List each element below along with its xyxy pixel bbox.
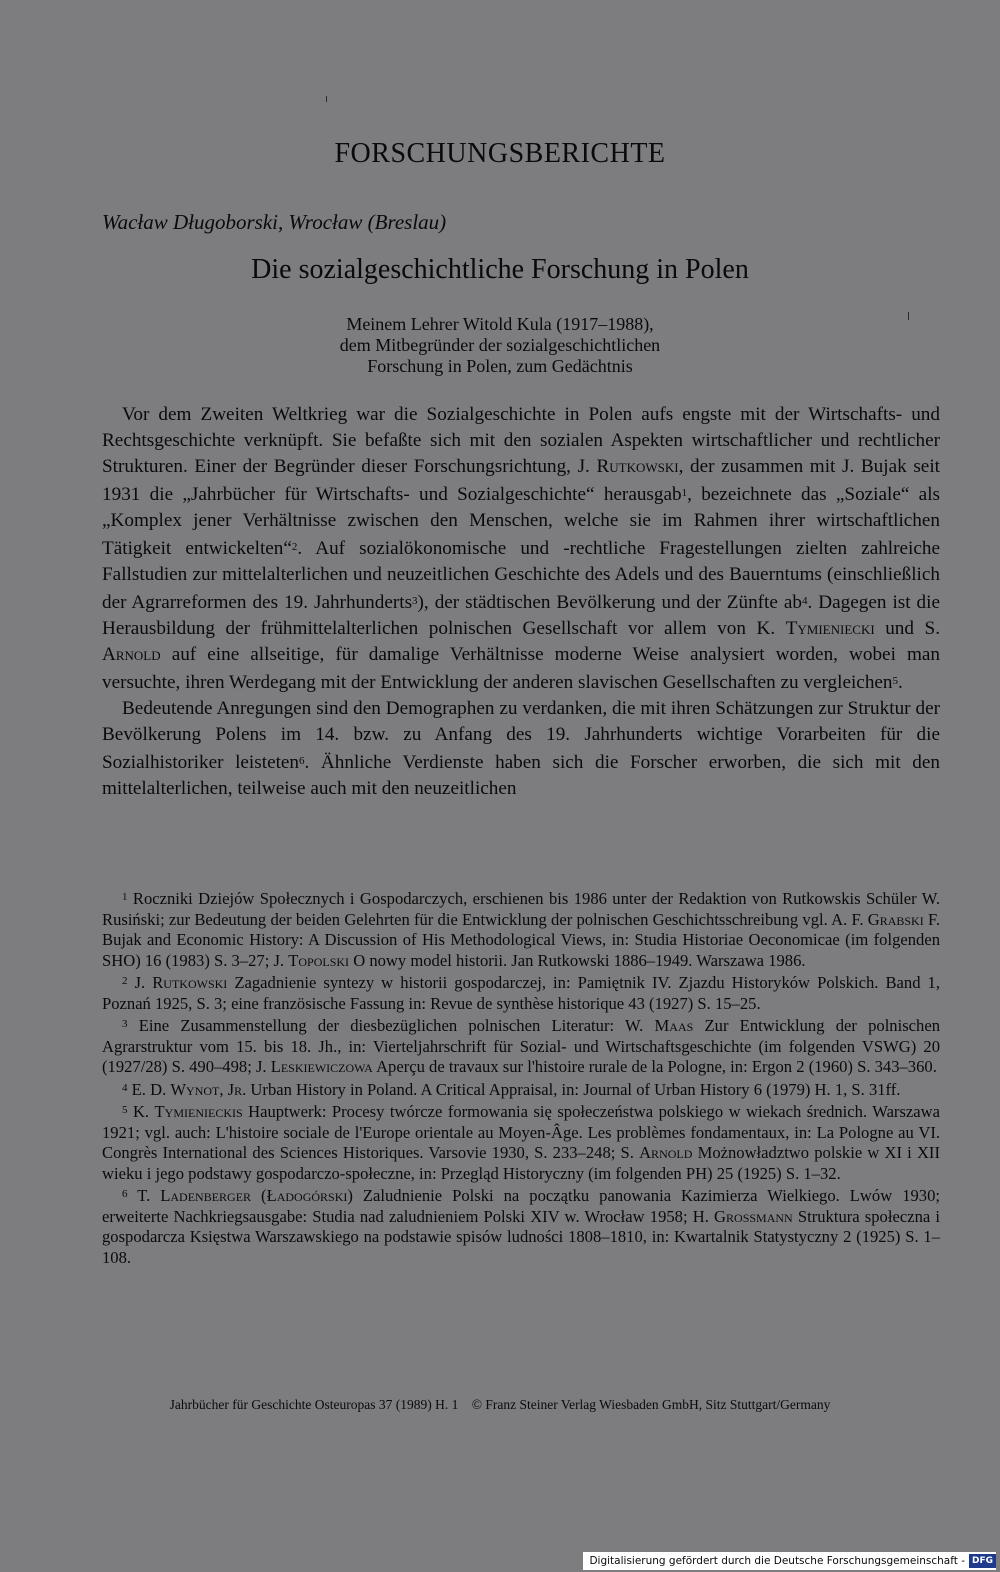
dfg-credit-banner <box>583 1552 996 1570</box>
text-run: Hauptwerk: Procesy twórcze formowania się społeczeństwa polskiego w wiekach średnich. Warszawa 1921; vgl. auch: L'histoire sociale de l'Europe orientale au Moyen-Âge. Les problèmes fondamentaux, in: La Pologne au VI. Congrès International des Sciences Historiques. Varsovie 1930, S. 233–248; S. <box>102 1102 940 1162</box>
author-name: Rutkowski <box>596 456 679 477</box>
text-run: Urban History in Poland. A Critical Appraisal, in: Journal of Urban History 6 (1979) H. 1, S. 31ff. <box>246 1079 901 1099</box>
text-run: und S. <box>874 618 940 639</box>
text-run: , bezeichnete das „Soziale“ als „Komplex jener Verhältnisse zwischen den Menschen, welche sie im Rahmen ihrer wirtschaftlichen Tätigkeit entwickelten“ <box>102 484 940 559</box>
footnote-marker: 5 <box>892 675 899 687</box>
text-run: Struktura społeczna i gospodarcza Księstwa Warszawskiego na podstawie spisów ludności 1808–1810, in: Kwartalnik Statystyczny 2 (1925) S. 1–108. <box>102 1206 941 1267</box>
author-name: Arnold <box>102 644 161 665</box>
dedication <box>0 314 1000 377</box>
page-footer <box>0 1397 1000 1413</box>
author-name: Tymienieckis <box>154 1102 243 1121</box>
footnote-marker: 1 <box>681 487 688 499</box>
text-run: ), der städtischen Bevölkerung und der Zünfte ab <box>417 592 802 613</box>
author-name: Topolski <box>288 950 350 970</box>
author-name: Ladenberger (Ładogórski) <box>160 1186 353 1205</box>
footnote <box>102 1184 940 1268</box>
text-run: O nowy model historii. Jan Rutkowski 1886–1949. Warszawa 1986. <box>349 950 806 970</box>
section-title: FORSCHUNGSBERICHTE <box>334 138 666 169</box>
footnote <box>102 887 940 971</box>
author-name: Wynot, Jr. <box>170 1079 247 1099</box>
dfg-logo-icon: DFG <box>969 1554 996 1568</box>
journal-citation: Jahrbücher für Geschichte Osteuropas 37 (1989) H. 1 <box>169 1397 459 1412</box>
footnote-number: 5 <box>122 1104 128 1116</box>
footnote-number: 4 <box>122 1081 128 1094</box>
text-run: J. <box>127 973 153 992</box>
author-name: Rutkowski <box>152 973 228 992</box>
text-run: . <box>898 672 903 693</box>
text-run: Zagadnienie syntezy w historii gospodarczej, in: Pamiętnik IV. Zjazdu Historyków Polskich. Band 1, Poznań 1925, S. 3; eine französische Fassung in: Revue de synthèse historique 43 (1927) S. 15–25. <box>102 973 940 1013</box>
text-run: Zaludnienie Polski na początku panowania Kazimierza Wielkiego. Lwów 1930; erweiterte Nachkriegsausgabe: Studia nad zaludnieniem Polski XIV w. Wrocław 1958; H. <box>102 1186 940 1226</box>
text-run: . Auf sozialökonomische und -rechtliche Fragestellungen zielten zahlreiche Fallstudien zur mittelalterlichen und neuzeitlichen Geschichte des Adels und des Bauerntums (einschließlich der Agrarreformen des 19. Jahrhunderts <box>102 538 941 613</box>
scan-artifact-mark <box>326 96 327 102</box>
footnote-marker: 4 <box>802 595 808 607</box>
author-line: Wacław Długoborski, Wrocław (Breslau) <box>102 210 447 234</box>
dfg-credit-text: Digitalisierung gefördert durch die Deutsche Forschungsgemeinschaft - <box>589 1555 965 1567</box>
dedication-line: Meinem Lehrer Witold Kula (1917–1988), <box>346 314 654 334</box>
text-run: Bedeutende Anregungen sind den Demographen zu verdanken, die mit ihren Schätzungen zur Struktur der Bevölkerung Polens im 14. bzw. zu Anfang des 19. Jahrhunderts wichtige Vorarbeiten für die Sozialhistoriker leisteten <box>102 698 940 773</box>
author-name: Leskiewiczowa <box>270 1057 373 1076</box>
footnote-marker: 6 <box>299 755 305 767</box>
text-run: Zur Entwicklung der polnischen Agrarstruktur vom 15. bis 18. Jh., in: Vierteljahrschrift für Sozial- und Wirtschaftsgeschichte (im folgenden VSWG) 20 (1927/28) S. 490–498; J. <box>102 1016 940 1076</box>
text-run: , der zusammen mit J. Bujak seit 1931 die „Jahrbücher für Wirtschafts- und Sozialgeschichte“ herausgab <box>102 456 940 505</box>
footnote-number: 3 <box>122 1018 128 1030</box>
footnotes <box>102 887 940 1268</box>
body-paragraph <box>102 696 940 802</box>
footnote-number: 6 <box>122 1188 128 1200</box>
footnote-number: 1 <box>122 891 128 903</box>
footnote <box>102 1014 940 1078</box>
author-name: Maas <box>654 1016 694 1035</box>
article-body <box>102 402 940 802</box>
text-run: Aperçu de travaux sur l'histoire rurale de la Pologne, in: Ergon 2 (1960) S. 343–360. <box>372 1057 937 1076</box>
text-run: . Ähnliche Verdienste haben sich die Forscher erworben, die sich mit den mittelalterlichen, teilweise auch mit den neuzeitlichen <box>102 752 940 799</box>
text-run: K. <box>127 1102 155 1121</box>
article-title: Die sozialgeschichtliche Forschung in Polen <box>251 254 749 285</box>
body-paragraph <box>102 402 940 696</box>
dedication-line: Forschung in Polen, zum Gedächtnis <box>367 356 633 376</box>
text-run: Możnowładztwo polskie w XI i XII wieku i jego podstawy gospodarczo-społeczne, in: Przegląd Historyczny (im folgenden PH) 25 (1925) S. 1–32. <box>102 1143 940 1183</box>
text-run: Vor dem Zweiten Weltkrieg war die Sozialgeschichte in Polen aufs engste mit der Wirtschafts- und Rechtsgeschichte verknüpft. Sie befaßte sich mit den sozialen Aspekten wirtschaftlicher und rechtlicher Strukturen. Einer der Begründer dieser Forschungsrichtung, J. <box>102 404 940 477</box>
author-name: Grabski <box>867 909 924 929</box>
footnote-number: 2 <box>122 975 128 987</box>
text-run: . Dagegen ist die Herausbildung der frühmittelalterlichen polnischen Gesellschaft vor allem von K. <box>102 592 940 639</box>
footnote <box>102 971 940 1014</box>
footnote-marker: 2 <box>291 541 298 553</box>
text-run: Roczniki Dziejów Społecznych i Gospodarczych, erschienen bis 1986 unter der Redaktion von Rutkowskis Schüler W. Rusiński; zur Bedeutung der beiden Gelehrten für die Entwicklung der polnischen Geschichtsschreibung vgl. A. F. <box>102 889 940 929</box>
copyright-notice: © Franz Steiner Verlag Wiesbaden GmbH, Sitz Stuttgart/Germany <box>471 1397 831 1412</box>
text-run: F. Bujak and Economic History: A Discussion of His Methodological Views, in: Studia Historiae Oeconomicae (im folgenden SHO) 16 (1983) S. 3–27; J. <box>102 909 940 970</box>
author-name: Tymieniecki <box>785 618 875 639</box>
author-name: Arnold <box>639 1143 693 1162</box>
text-run: Eine Zusammenstellung der diesbezüglichen polnischen Literatur: W. <box>127 1016 655 1035</box>
footnote-marker: 3 <box>412 595 418 607</box>
footnote <box>102 1078 940 1101</box>
footnote <box>102 1100 940 1184</box>
dedication-line: dem Mitbegründer der sozialgeschichtlichen <box>339 335 661 355</box>
text-run: auf eine allseitige, für damalige Verhältnisse moderne Weise analysiert worden, wobei man versuchte, ihren Werdegang mit der Entwicklung der anderen slavischen Gesellschaften zu vergleichen <box>102 644 940 693</box>
text-run: T. <box>127 1186 161 1205</box>
author-name: Grossmann <box>714 1206 793 1226</box>
text-run: E. D. <box>127 1079 171 1099</box>
